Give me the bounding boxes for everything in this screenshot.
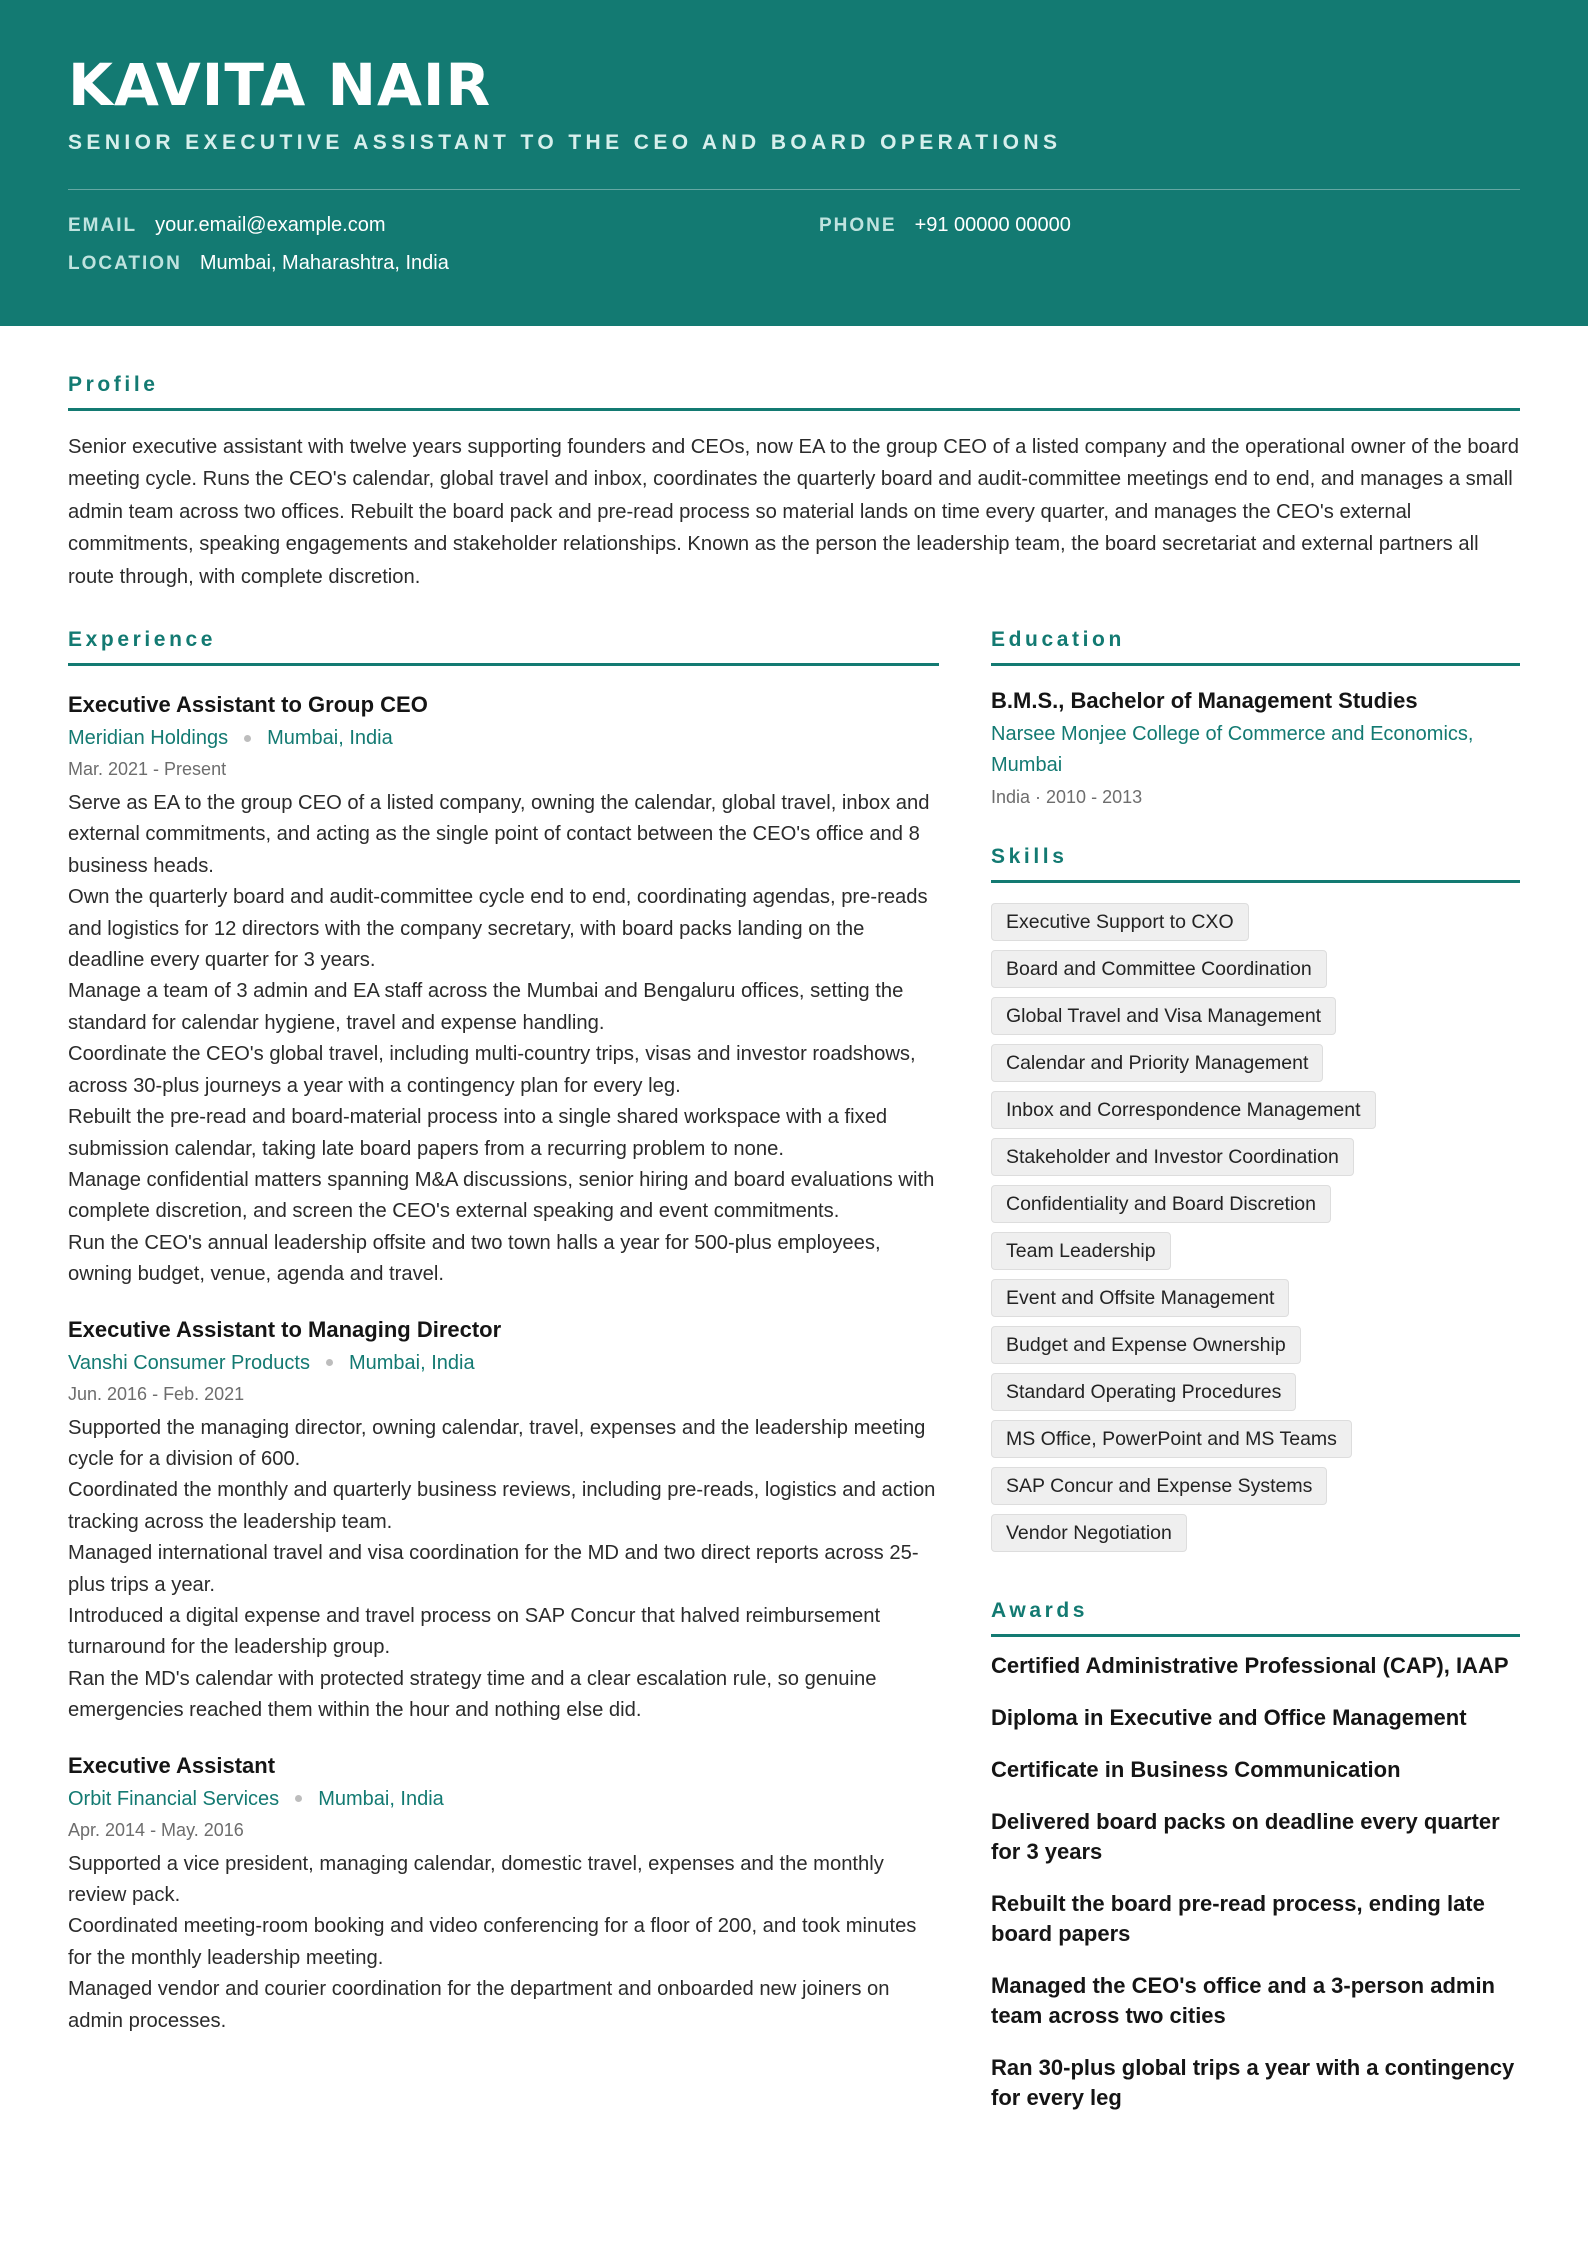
job-bullets: [68, 1849, 939, 2037]
job-bullet: Coordinate the CEO's global travel, including multi-country trips, visas and investor roadshows, across 30-plus journeys a year with a contingency plan for every leg.: [68, 1043, 916, 1097]
profile-section: [68, 372, 1520, 593]
award-item: Certified Administrative Professional (CAP), IAAP: [991, 1653, 1509, 1679]
skill-tag: Event and Offsite Management: [991, 1279, 1289, 1317]
sidebar-column: [991, 627, 1520, 2113]
education-entry: [991, 686, 1520, 810]
job-entry: [68, 1315, 939, 1727]
location-value: Mumbai, Maharashtra, India: [199, 252, 449, 274]
skill-tag: Confidentiality and Board Discretion: [991, 1185, 1331, 1223]
education-meta: India · 2010 - 2013: [991, 787, 1143, 808]
skill-tag: Inbox and Correspondence Management: [991, 1091, 1376, 1129]
skill-tag: Board and Committee Coordination: [991, 950, 1327, 988]
award-item: Diploma in Executive and Office Management: [991, 1705, 1467, 1731]
job-bullet: Run the CEO's annual leadership offsite and two town halls a year for 500-plus employees, owning budget, venue, agenda and travel.: [68, 1231, 881, 1286]
job-bullet: Serve as EA to the group CEO of a listed company, owning the calendar, global travel, inbox and external commitments, and acting as the single point of contact between the CEO's office and 8 business heads.: [68, 792, 930, 877]
job-company: Meridian Holdings: [68, 727, 229, 750]
location-label: LOCATION: [68, 253, 182, 274]
header-divider: [68, 189, 1520, 190]
email-value[interactable]: your.email@example.com: [155, 214, 386, 236]
job-meta: [68, 1348, 939, 1378]
profile-summary: Senior executive assistant with twelve years supporting founders and CEOs, now EA to the group CEO of a listed company and the operational owner of the board meeting cycle. Runs the CEO's calendar, global travel and inbox, coordinates the quarterly board and audit-committee meetings end to end, and manages a small admin team across two offices. Rebuilt the board pack and pre-read process so material lands on time every quarter, and manages the CEO's external commitments, speaking engagements and stakeholder relationships. Known as the person the leadership team, the board secretariat and external partners all route through, with complete discretion.: [68, 436, 1519, 588]
education-heading: Education: [991, 627, 1520, 666]
job-bullet: Own the quarterly board and audit-committee cycle end to end, coordinating agendas, pre-reads and logistics for 12 directors with the company secretary, with board packs landing on the deadline every quarter for 3 years.: [68, 886, 928, 972]
job-bullet: Rebuilt the pre-read and board-material process into a single shared workspace with a fixed submission calendar, taking late board papers from a recurring problem to none.: [68, 1106, 888, 1160]
education-degree: B.M.S., Bachelor of Management Studies: [991, 688, 1418, 714]
skill-tag: Budget and Expense Ownership: [991, 1326, 1301, 1364]
skill-tag: Calendar and Priority Management: [991, 1044, 1323, 1082]
job-bullets: [68, 1413, 939, 1727]
job-entry: [68, 1751, 939, 2037]
job-dates: Mar. 2021 - Present: [68, 759, 227, 780]
contact-location: [68, 250, 819, 277]
job-title: Executive Assistant: [68, 1752, 276, 1778]
job-bullet: Supported a vice president, managing calendar, domestic travel, expenses and the monthly review pack.: [68, 1852, 884, 1906]
skill-tag: Team Leadership: [991, 1232, 1171, 1270]
skill-tag: Standard Operating Procedures: [991, 1373, 1296, 1411]
skills-heading: Skills: [991, 844, 1520, 883]
phone-value[interactable]: +91 00000 00000: [914, 214, 1071, 236]
award-item: Managed the CEO's office and a 3-person admin team across two cities: [991, 1973, 1495, 2029]
awards-section: [991, 1598, 1520, 2113]
job-company: Vanshi Consumer Products: [68, 1351, 310, 1374]
job-bullet: Manage a team of 3 admin and EA staff across the Mumbai and Bengaluru offices, setting the standard for calendar hygiene, travel and expense handling.: [68, 980, 904, 1034]
phone-label: PHONE: [819, 215, 897, 236]
skill-tag: Global Travel and Visa Management: [991, 997, 1336, 1035]
skill-tag: MS Office, PowerPoint and MS Teams: [991, 1420, 1352, 1458]
job-title: Executive Assistant to Managing Director: [68, 1316, 502, 1342]
job-dates: Apr. 2014 - May. 2016: [68, 1819, 244, 1840]
job-bullet: Managed vendor and courier coordination for the department and onboarded new joiners on admin processes.: [68, 1978, 890, 2032]
job-meta: [68, 1784, 939, 1814]
job-bullets: [68, 788, 939, 1291]
award-item: Delivered board packs on deadline every quarter for 3 years: [991, 1809, 1500, 1865]
two-column-layout: [68, 627, 1520, 2113]
separator-dot-icon: [295, 1795, 302, 1802]
separator-dot-icon: [326, 1359, 333, 1366]
contact-info: [68, 212, 1520, 277]
skill-tag: Executive Support to CXO: [991, 903, 1249, 941]
experience-section: [68, 627, 939, 2113]
skills-list: [991, 903, 1520, 1552]
separator-dot-icon: [244, 735, 251, 742]
profile-heading: Profile: [68, 372, 1520, 411]
job-bullet: Supported the managing director, owning calendar, travel, expenses and the leadership meeting cycle for a division of 600.: [68, 1416, 926, 1470]
job-title: Executive Assistant to Group CEO: [68, 692, 428, 718]
award-item: Certificate in Business Communication: [991, 1757, 1401, 1783]
skill-tag: Vendor Negotiation: [991, 1514, 1187, 1552]
job-meta: [68, 723, 939, 753]
awards-heading: Awards: [991, 1598, 1520, 1637]
resume-header: [0, 0, 1588, 326]
job-entry: [68, 690, 939, 1291]
candidate-name: KAVITA NAIR: [68, 51, 492, 119]
education-section: [991, 627, 1520, 810]
skills-section: [991, 844, 1520, 1552]
education-school: Narsee Monjee College of Commerce and Economics, Mumbai: [991, 723, 1474, 777]
job-bullet: Managed international travel and visa coordination for the MD and two direct reports across 25-plus trips a year.: [68, 1542, 919, 1596]
job-dates: Jun. 2016 - Feb. 2021: [68, 1383, 245, 1404]
job-bullet: Coordinated the monthly and quarterly business reviews, including pre-reads, logistics and action tracking across the leadership team.: [68, 1479, 936, 1533]
job-location: Mumbai, India: [267, 727, 393, 750]
candidate-headline: SENIOR EXECUTIVE ASSISTANT TO THE CEO AND BOARD OPERATIONS: [68, 131, 1062, 154]
skill-tag: SAP Concur and Expense Systems: [991, 1467, 1327, 1505]
skill-tag: Stakeholder and Investor Coordination: [991, 1138, 1354, 1176]
email-label: EMAIL: [68, 215, 138, 236]
job-bullet: Ran the MD's calendar with protected strategy time and a clear escalation rule, so genuine emergencies reached them within the hour and nothing else did.: [68, 1667, 877, 1722]
experience-heading: Experience: [68, 627, 939, 666]
job-location: Mumbai, India: [348, 1351, 475, 1374]
job-bullet: Manage confidential matters spanning M&A discussions, senior hiring and board evaluations with complete discretion, and screen the CEO's external speaking and event commitments.: [68, 1168, 935, 1223]
job-bullet: Introduced a digital expense and travel process on SAP Concur that halved reimbursement turnaround for the leadership group.: [68, 1604, 881, 1659]
award-item: Rebuilt the board pre-read process, ending late board papers: [991, 1891, 1485, 1947]
job-bullet: Coordinated meeting-room booking and video conferencing for a floor of 200, and took minutes for the monthly leadership meeting.: [68, 1915, 917, 1969]
contact-email: [68, 212, 819, 239]
job-company: Orbit Financial Services: [68, 1787, 280, 1810]
award-item: Ran 30-plus global trips a year with a contingency for every leg: [991, 2055, 1515, 2111]
awards-list: [991, 1651, 1520, 2113]
contact-phone: [819, 212, 1520, 239]
resume-body: [0, 372, 1588, 2113]
job-location: Mumbai, India: [318, 1787, 444, 1810]
